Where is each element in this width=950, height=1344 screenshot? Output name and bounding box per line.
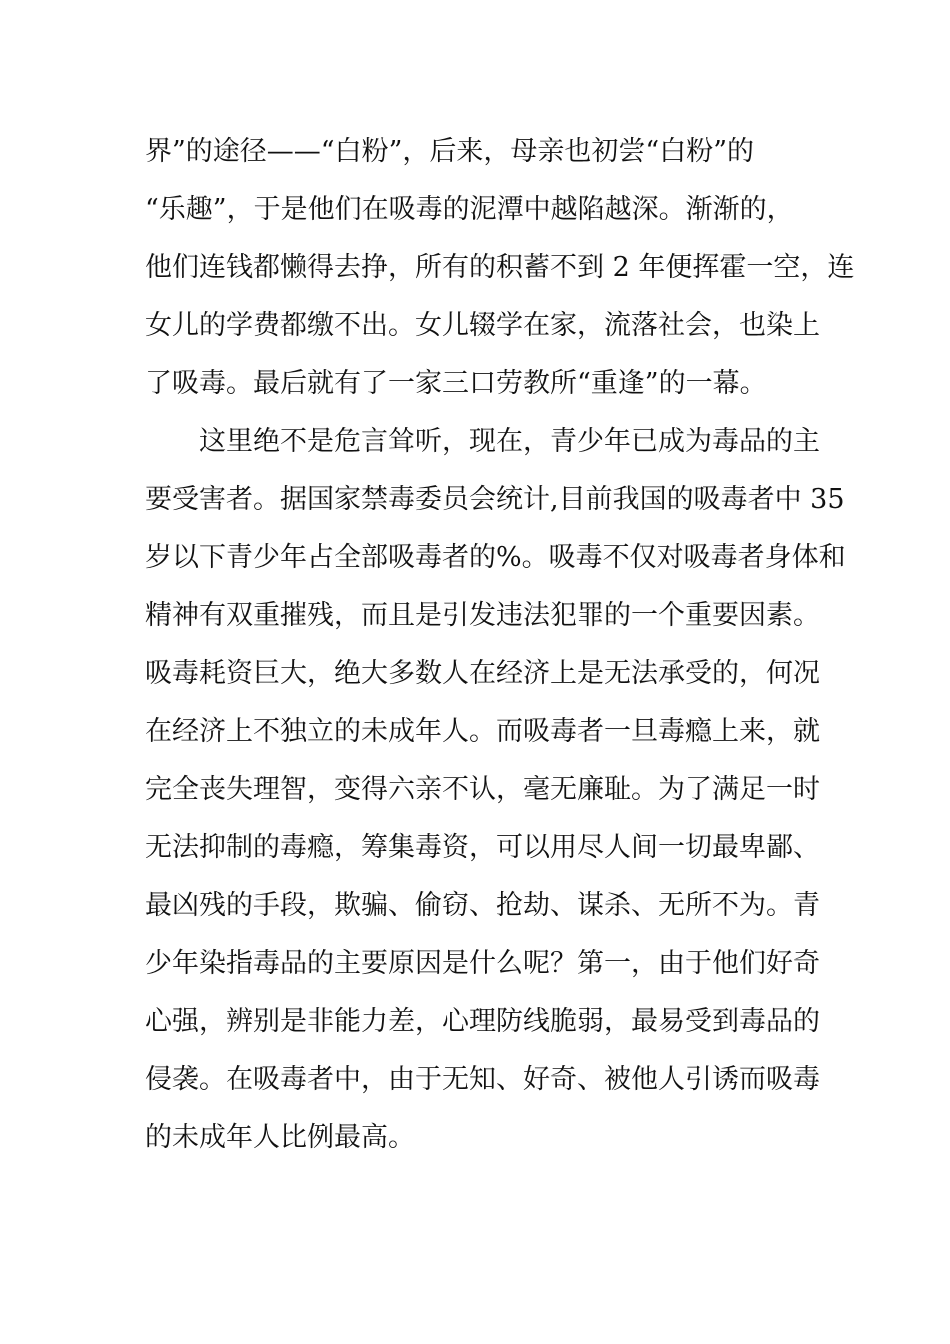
paragraph-1-line-4: 女儿的学费都缴不出。女儿辍学在家，流落社会，也染上 [145, 310, 820, 341]
paragraph-1-line-3: 他们连钱都懒得去挣，所有的积蓄不到 2 年便挥霍一空，连 [145, 252, 855, 283]
paragraph-2-line-6: 在经济上不独立的未成年人。而吸毒者一旦毒瘾上来，就 [145, 716, 820, 747]
paragraph-1-line-5: 了吸毒。最后就有了一家三口劳教所“重逢”的一幕。 [145, 368, 767, 399]
paragraph-2-line-13: 的未成年人比例最高。 [145, 1122, 415, 1153]
paragraph-2-line-12: 侵袭。在吸毒者中，由于无知、好奇、被他人引诱而吸毒 [145, 1064, 820, 1095]
paragraph-2-line-9: 最凶残的手段，欺骗、偷窃、抢劫、谋杀、无所不为。青 [145, 890, 820, 921]
paragraph-2-line-5: 吸毒耗资巨大，绝大多数人在经济上是无法承受的，何况 [145, 658, 820, 689]
paragraph-1-line-2: “乐趣”，于是他们在吸毒的泥潭中越陷越深。渐渐的， [145, 194, 794, 225]
paragraph-2-line-10: 少年染指毒品的主要原因是什么呢？第一，由于他们好奇 [145, 948, 820, 979]
paragraph-2-line-8: 无法抑制的毒瘾，筹集毒资，可以用尽人间一切最卑鄙、 [145, 832, 820, 863]
paragraph-2-line-2: 要受害者。据国家禁毒委员会统计,目前我国的吸毒者中 35 [145, 484, 845, 515]
paragraph-2-line-11: 心强，辨别是非能力差，心理防线脆弱，最易受到毒品的 [145, 1006, 820, 1037]
paragraph-2-line-7: 完全丧失理智，变得六亲不认，毫无廉耻。为了满足一时 [145, 774, 820, 805]
paragraph-1-line-1: 界”的途径——“白粉”，后来，母亲也初尝“白粉”的 [145, 136, 755, 167]
paragraph-2-line-1: 这里绝不是危言耸听，现在，青少年已成为毒品的主 [199, 426, 820, 457]
paragraph-2-line-3: 岁以下青少年占全部吸毒者的%。吸毒不仅对吸毒者身体和 [145, 542, 846, 573]
paragraph-2-line-4: 精神有双重摧残，而且是引发违法犯罪的一个重要因素。 [145, 600, 820, 631]
